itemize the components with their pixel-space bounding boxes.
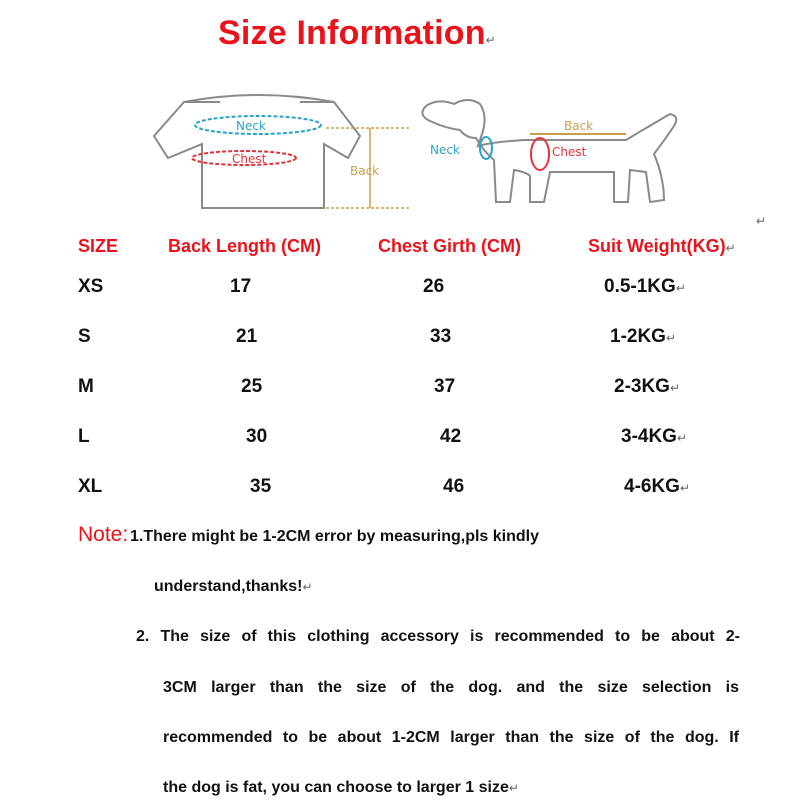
cell-chest-girth: 37 <box>434 376 456 397</box>
note-line-2-text: understand,thanks! <box>154 578 303 595</box>
dog-back-label: Back <box>564 119 594 133</box>
cell-size: L <box>78 426 90 447</box>
note-line-6 <box>163 779 519 797</box>
paragraph-mark: ↵ <box>302 580 313 594</box>
header-chest-girth: Chest Girth (CM) <box>378 236 521 256</box>
cell-size: M <box>78 376 94 397</box>
title-text: Size Information <box>218 14 486 52</box>
note-line-2 <box>154 578 313 596</box>
paragraph-mark: ↵ <box>676 431 688 445</box>
header-back-length: Back Length (CM) <box>168 236 321 256</box>
paragraph-mark: ↵ <box>485 33 496 47</box>
note-label: Note: <box>78 523 129 546</box>
shirt-collar-outline <box>184 95 334 102</box>
cell-suit-weight <box>610 326 676 348</box>
shirt-chest-label: Chest <box>232 152 267 166</box>
shirt-diagram <box>148 94 418 219</box>
dog-chest-ring <box>531 138 549 170</box>
cell-chest-girth: 46 <box>443 476 465 497</box>
cell-suit-weight-text: 4-6KG <box>624 476 680 497</box>
dog-chest-label: Chest <box>552 145 587 159</box>
paragraph-mark: ↵ <box>508 781 519 795</box>
cell-suit-weight-text: 0.5-1KG <box>604 276 676 297</box>
cell-size: S <box>78 326 91 347</box>
dog-diagram <box>414 98 704 218</box>
paragraph-mark: ↵ <box>669 381 681 395</box>
cell-suit-weight <box>604 276 686 298</box>
header-suit-weight-text: Suit Weight(KG) <box>588 236 726 256</box>
cell-suit-weight <box>621 426 687 448</box>
cell-back-length: 35 <box>250 476 272 497</box>
cell-suit-weight-text: 2-3KG <box>614 376 670 397</box>
paragraph-mark: ↵ <box>675 281 686 295</box>
cell-chest-girth: 26 <box>423 276 445 297</box>
note-line-6-text: the dog is fat, you can choose to larger 1 size <box>163 779 509 796</box>
note-line-3: 2. The size of this clothing accessory is recommended to be about 2- <box>136 628 740 645</box>
paragraph-mark: ↵ <box>756 214 767 228</box>
dog-neck-label: Neck <box>430 143 460 157</box>
cell-back-length: 25 <box>241 376 263 397</box>
cell-chest-girth: 33 <box>430 326 452 347</box>
header-suit-weight <box>588 236 736 257</box>
cell-suit-weight-text: 1-2KG <box>610 326 666 347</box>
cell-back-length: 21 <box>236 326 258 347</box>
shirt-back-label: Back <box>350 164 380 178</box>
note-line-1: 1.There might be 1-2CM error by measuring,pls kindly <box>130 528 539 545</box>
shirt-neck-label: Neck <box>236 119 266 133</box>
cell-suit-weight-text: 3-4KG <box>621 426 677 447</box>
cell-size: XS <box>78 276 104 297</box>
paragraph-mark: ↵ <box>665 331 677 345</box>
cell-suit-weight <box>624 476 690 498</box>
paragraph-mark: ↵ <box>725 241 736 255</box>
cell-chest-girth: 42 <box>440 426 462 447</box>
cell-size: XL <box>78 476 103 497</box>
page-title <box>218 14 496 53</box>
paragraph-mark: ↵ <box>679 481 691 495</box>
cell-back-length: 30 <box>246 426 268 447</box>
cell-back-length: 17 <box>230 276 252 297</box>
note-line-5: recommended to be about 1-2CM larger than the size of the dog. If <box>163 729 739 746</box>
note-line-4: 3CM larger than the size of the dog. and the size selection is <box>163 679 739 696</box>
cell-suit-weight <box>614 376 680 398</box>
header-size: SIZE <box>78 236 119 256</box>
